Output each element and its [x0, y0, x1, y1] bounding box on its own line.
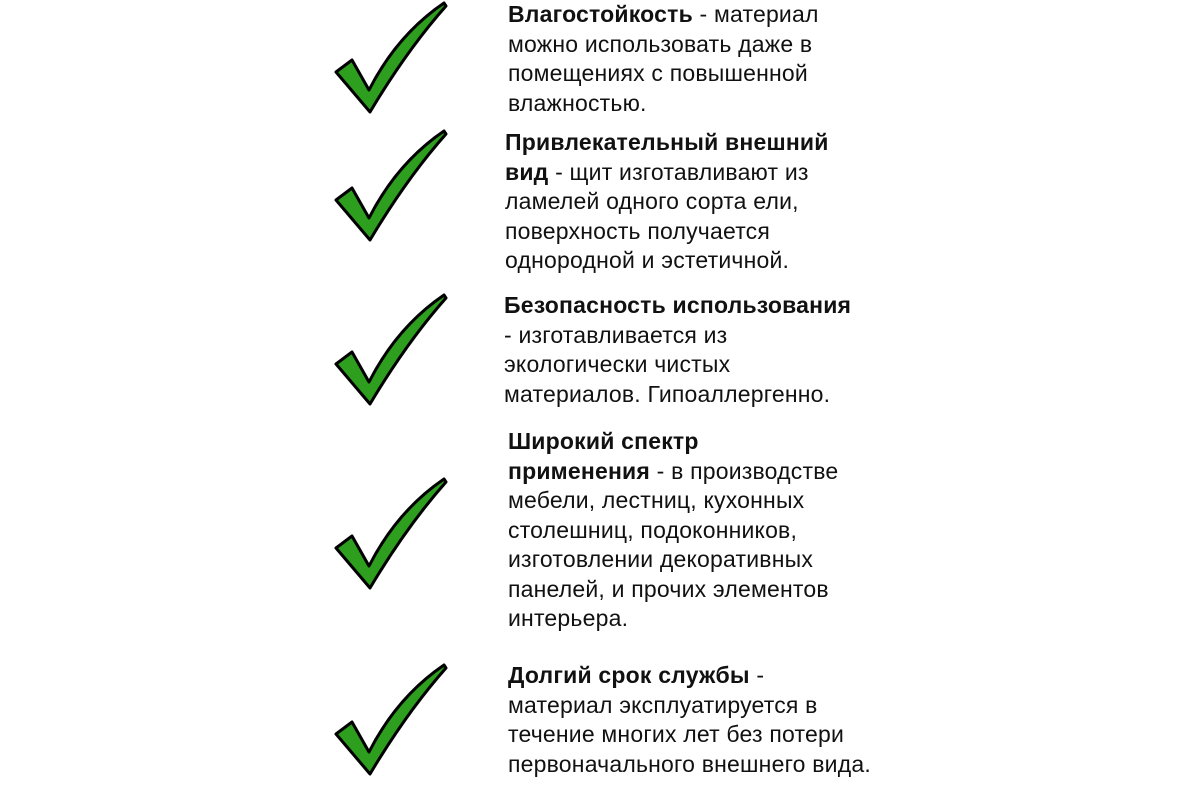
- benefit-description: - щит изготавливают из ламелей одного сорта ели, поверхность получается однородной и эстетичной.: [505, 158, 809, 273]
- benefit-title: Широкий спектр применения: [508, 428, 699, 484]
- checkmark-icon: [332, 0, 450, 116]
- checkmark-icon: [332, 292, 450, 408]
- benefit-description: - в производстве мебели, лестниц, кухонных столешниц, подоконников, изготовлении декоративных панелей, и прочих элементов интерьера.: [508, 457, 839, 631]
- benefit-title: Привлекательный внешний вид: [505, 129, 829, 185]
- benefit-title: Влагостойкость: [508, 1, 693, 27]
- benefit-item: [505, 128, 840, 276]
- benefit-description: - материал эксплуатируется в течение многих лет без потери первоначального внешнего вида.: [508, 662, 871, 777]
- checkmark-icon: [332, 476, 450, 592]
- benefit-item: [508, 661, 873, 779]
- checkmark-icon: [332, 128, 450, 244]
- benefit-item: [508, 0, 853, 118]
- benefit-item: [504, 291, 864, 409]
- checkmark-icon: [332, 662, 450, 778]
- benefit-item: [508, 427, 843, 634]
- benefit-title: Безопасность использования: [504, 292, 852, 318]
- benefit-description: - материал можно использовать даже в помещениях с повышенной влажностью.: [508, 1, 819, 116]
- benefit-title: Долгий срок службы: [508, 662, 750, 688]
- benefit-description: - изготавливается из экологически чистых материалов. Гипоаллергенно.: [504, 321, 831, 407]
